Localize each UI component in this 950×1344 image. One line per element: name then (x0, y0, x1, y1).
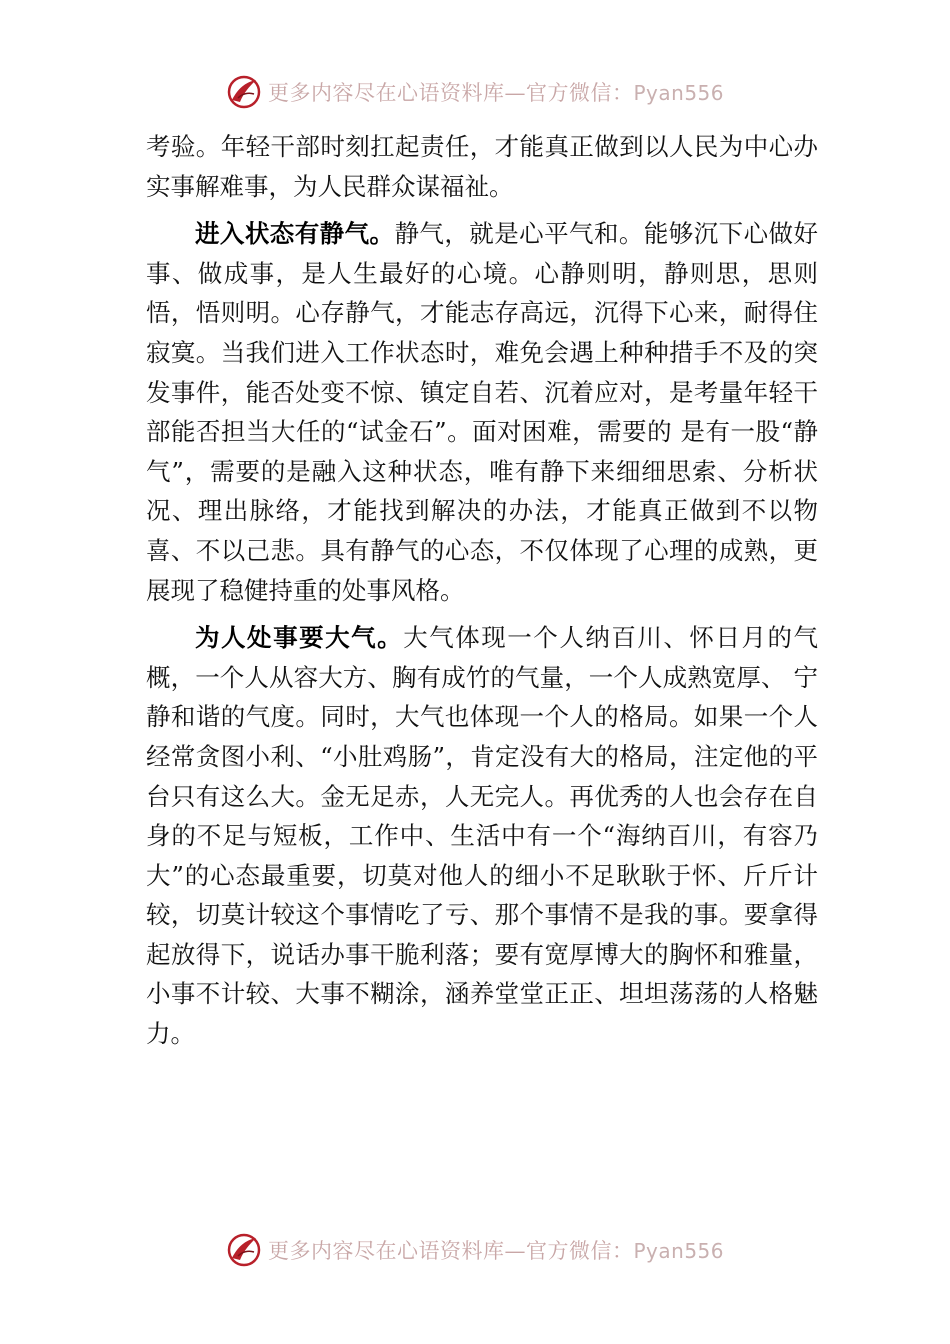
header-banner (0, 68, 950, 116)
paragraph-heading: 进入状态有静气。 (195, 219, 395, 249)
header-title: 更多内容尽在心语资料库—官方微信： (267, 81, 634, 105)
brand-logo-icon (226, 1232, 262, 1268)
paragraph-daqi (146, 618, 818, 1054)
footer-title: 更多内容尽在心语资料库—官方微信： (267, 1239, 634, 1263)
footer-handle: Pyan556 (633, 1239, 724, 1263)
paragraph-heading: 为人处事要大气。 (195, 623, 404, 653)
brand-logo-icon (226, 74, 262, 110)
footer-banner (0, 1226, 950, 1274)
paragraph-continuation (146, 127, 818, 206)
header-text (268, 77, 724, 107)
paragraph-jingqi (146, 214, 818, 610)
paragraph-text: 考验。年轻干部时刻扛起责任，才能真正做到以人民为中心办实事解难事，为人民群众谋福祉。 (146, 132, 818, 201)
paragraph-text: 静气，就是心平气和。能够沉下心做好事、做成事，是人生最好的心境。心静则明，静则思，思则悟，悟则明。心存静气，才能志存高远，沉得下心来，耐得住寂寞。当我们进入工作状态时，难免会遇上种种措手不及的突发事件，能否处变不惊、镇定自若、沉着应对，是考量年轻干部能否担当大任的“试金石”。面对困难，需要的 是有一股“静气”，需要的是融入这种状态，唯有静下来细细思索、分析状况、理出脉络，才能找到解决的办法，才能真正做到不以物喜、不以己悲。具有静气的心态，不仅体现了心理的成熟，更展现了稳健持重的处事风格。 (146, 219, 818, 605)
footer-text (268, 1235, 724, 1265)
header-handle: Pyan556 (633, 81, 724, 105)
paragraph-text: 大气体现一个人纳百川、怀日月的气概，一个人从容大方、胸有成竹的气量，一个人成熟宽厚、 宁静和谐的气度。同时，大气也体现一个人的格局。如果一个人经常贪图小利、“小肚鸡肠”，肯定没有大的格局，注定他的平台只有这么大。金无足赤，人无完人。再优秀的人也会存在自身的不足与短板，工作中、生活中有一个“海纳百川，有容乃大”的心态最重要，切莫对他人的细小不足耿耿于怀、斤斤计较，切莫计较这个事情吃了亏、那个事情不是我的事。要拿得起放得下，说话办事干脆利落；要有宽厚博大的胸怀和雅量，小事不计较、大事不糊涂，涵养堂堂正正、坦坦荡荡的人格魅力。 (146, 623, 819, 1049)
document-body (146, 127, 818, 1062)
